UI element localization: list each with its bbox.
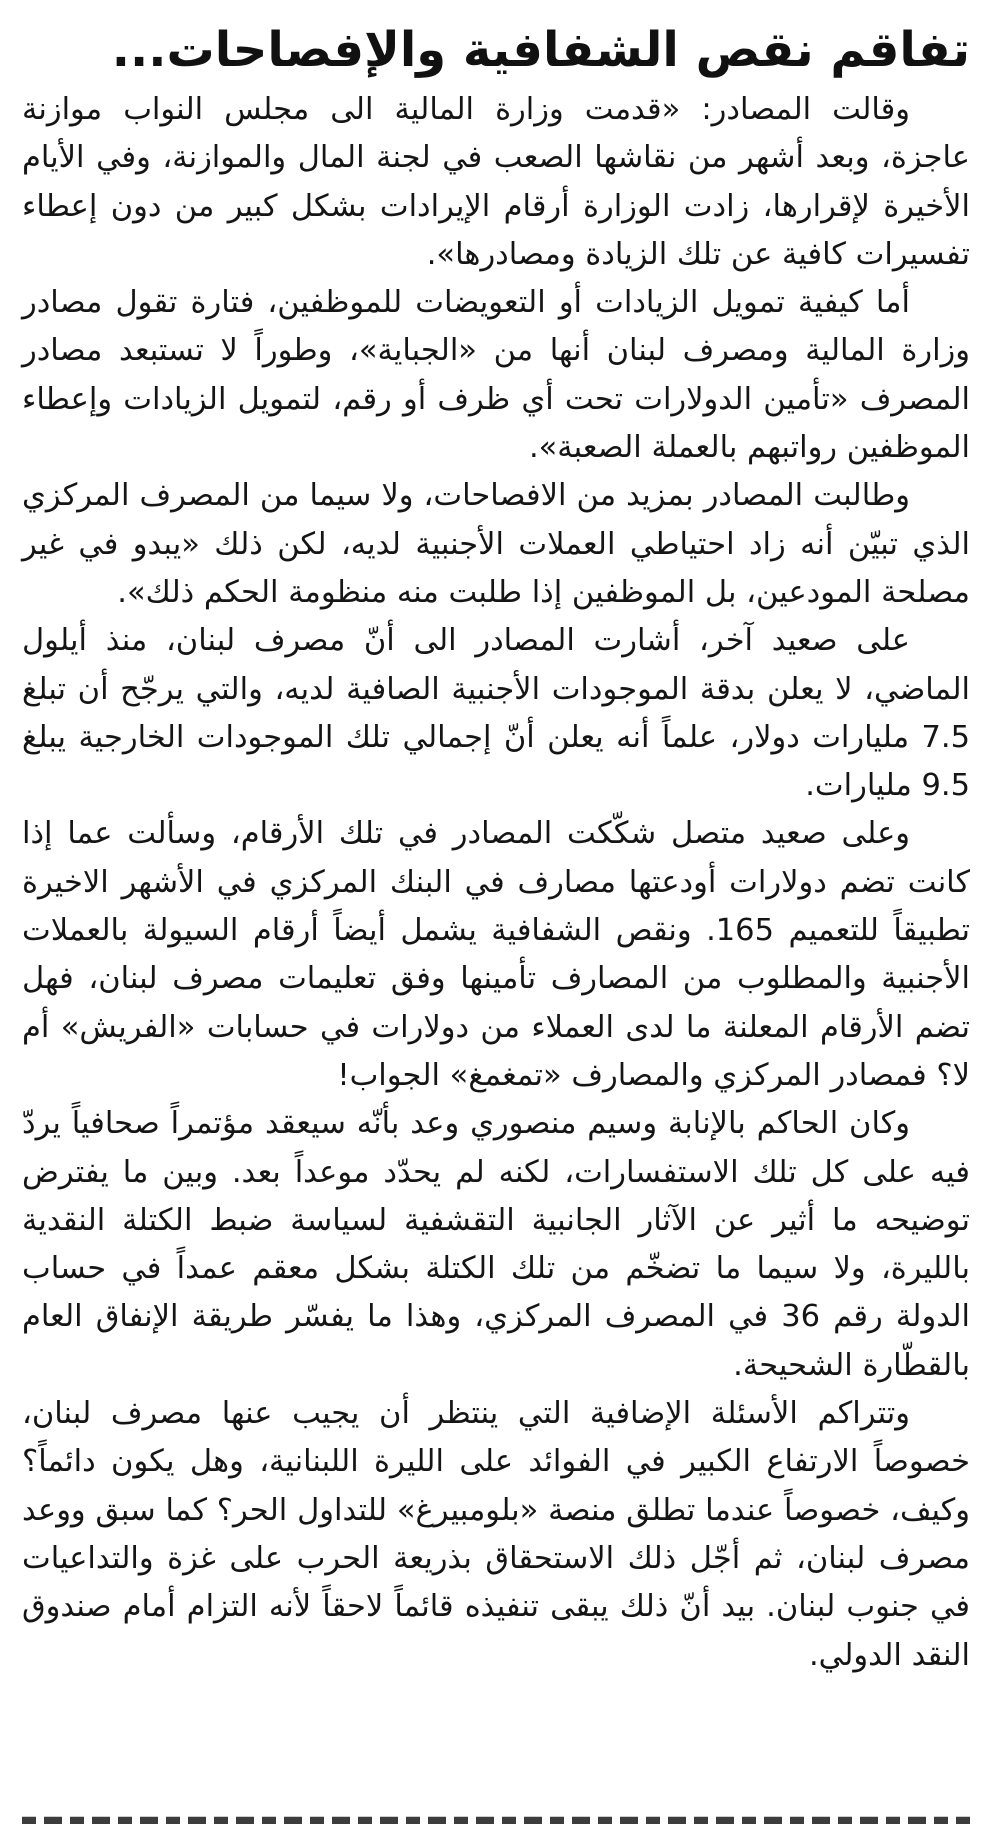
article-body <box>22 86 970 1680</box>
article-paragraph-1: وقالت المصادر: «قدمت وزارة المالية الى مجلس النواب موازنة عاجزة، وبعد أشهر من نقاشها الصعب في لجنة المال والموازنة، وفي الأيام الأخيرة لإقرارها، زادت الوزارة أرقام الإيرادات بشكل كبير من دون إعطاء تفسيرات كافية عن تلك الزيادة ومصادرها». <box>22 92 970 272</box>
newspaper-page <box>22 0 970 1824</box>
article-paragraph-7: وتتراكم الأسئلة الإضافية التي ينتظر أن يجيب عنها مصرف لبنان، خصوصاً الارتفاع الكبير في الفوائد على الليرة اللبنانية، وهل يكون دائماً؟ وكيف، خصوصاً عندما تطلق منصة «بلومبيرغ» للتداول الحر؟ كما سبق ووعد مصرف لبنان، ثم أجّل ذلك الاستحقاق بذريعة الحرب على غزة والتداعيات في جنوب لبنان. بيد أنّ ذلك يبقى تنفيذه قائماً لاحقاً لأنه التزام أمام صندوق النقد الدولي. <box>22 1396 970 1673</box>
article-paragraph-3: وطالبت المصادر بمزيد من الافصاحات، ولا سيما من المصرف المركزي الذي تبيّن أنه زاد احتياطي العملات الأجنبية لديه، لكن ذلك «يبدو في غير مصلحة المودعين، بل الموظفين إذا طلبت منه منظومة الحكم ذلك». <box>22 478 970 610</box>
article-paragraph-4: على صعيد آخر، أشارت المصادر الى أنّ مصرف لبنان، منذ أيلول الماضي، لا يعلن بدقة الموجودات الأجنبية الصافية لديه، والتي يرجّح أن تبلغ 7.5 مليارات دولار، علماً أنه يعلن أنّ إجمالي تلك الموجودات الخارجية يبلغ 9.5 مليارات. <box>22 623 970 804</box>
cropped-next-line <box>22 1800 970 1824</box>
article-paragraph-5: وعلى صعيد متصل شكّكت المصادر في تلك الأرقام، وسألت عما إذا كانت تضم دولارات أودعتها مصارف في البنك المركزي في الأشهر الاخيرة تطبيقاً للتعميم 165. ونقص الشفافية يشمل أيضاً أرقام السيولة بالعملات الأجنبية والمطلوب من المصارف تأمينها وفق تعليمات مصرف لبنان، فهل تضم الأرقام المعلنة ما لدى العملاء من دولارات في حسابات «الفريش» أم لا؟ فمصادر المركزي والمصارف «تمغمغ» الجواب! <box>22 816 970 1093</box>
cropped-text-fragment <box>22 1800 970 1824</box>
article-paragraph-2: أما كيفية تمويل الزيادات أو التعويضات للموظفين، فتارة تقول مصادر وزارة المالية ومصرف لبنان أنها من «الجباية»، وطوراً لا تستبعد مصادر المصرف «تأمين الدولارات تحت أي ظرف أو رقم، لتمويل الزيادات وإعطاء الموظفين رواتبهم بالعملة الصعبة». <box>22 285 970 466</box>
article-headline: تفاقم نقص الشفافية والإفصاحات... <box>111 22 970 78</box>
article-paragraph-6: وكان الحاكم بالإنابة وسيم منصوري وعد بأنّه سيعقد مؤتمراً صحافياً يردّ فيه على كل تلك الاستفسارات، لكنه لم يحدّد موعداً بعد. وبين ما يفترض توضيحه ما أثير عن الآثار الجانبية التقشفية لسياسة ضبط الكتلة النقدية بالليرة، ولا سيما ما تضخّم من تلك الكتلة بشكل معقم عمداً في حساب الدولة رقم 36 في المصرف المركزي، وهذا ما يفسّر طريقة الإنفاق العام بالقطّارة الشحيحة. <box>22 1106 970 1383</box>
